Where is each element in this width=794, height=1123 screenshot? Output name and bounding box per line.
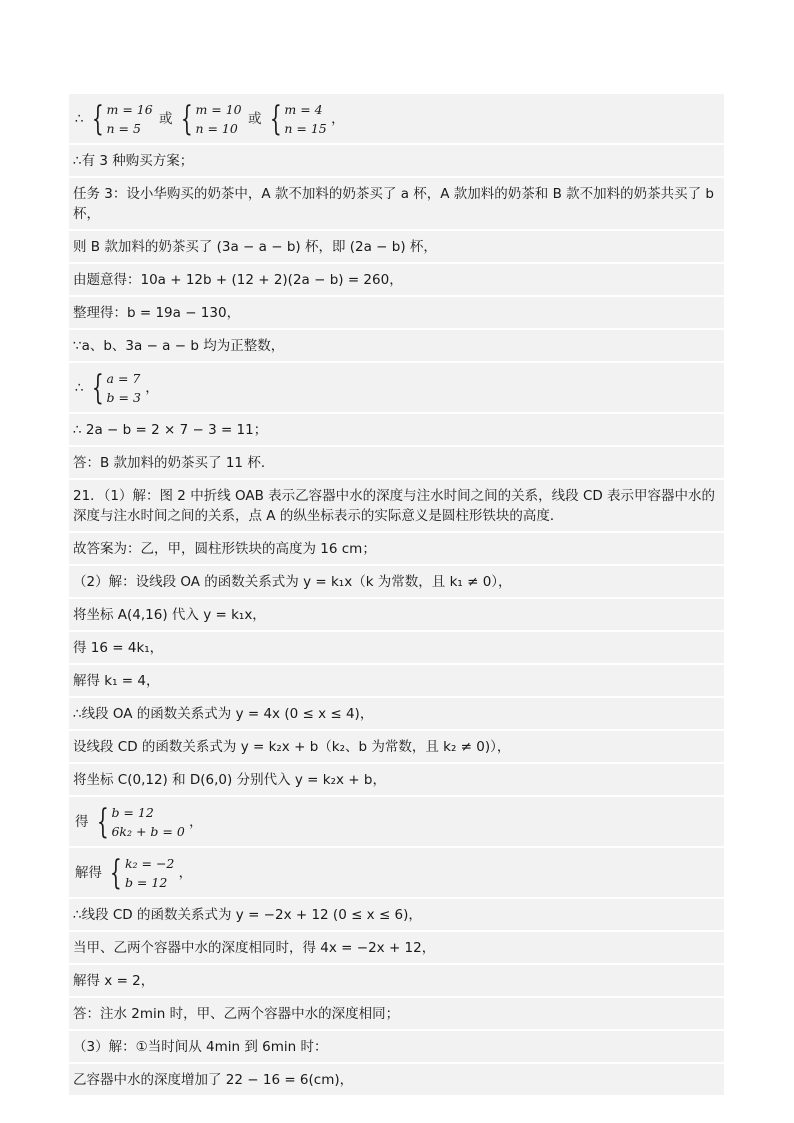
equation: n = 5 [106, 121, 141, 136]
solution-line-9: ∴ 2a − b = 2 × 7 − 3 = 11； [69, 414, 724, 447]
punctuation: ， [145, 380, 159, 396]
punctuation: ， [178, 865, 193, 881]
solution-line-1 [69, 94, 724, 145]
equation: m = 4 [284, 102, 323, 117]
equation: 6k₂ + b = 0 [111, 824, 185, 839]
equation-system [90, 369, 141, 407]
solution-line-13: （2）解：设线段 OA 的函数关系式为 y = k₁x（k 为常数，且 k₁ ≠ 0）， [69, 566, 724, 599]
solution-line-14: 将坐标 A(4,16) 代入 y = k₁x， [69, 599, 724, 632]
document-body [69, 94, 724, 1097]
therefore-symbol: ∴ [75, 111, 84, 127]
equation-system [108, 854, 174, 892]
solution-line-5: 由题意得：10a + 12b + (12 + 2)(2a − b) = 260， [69, 264, 724, 297]
therefore-symbol: ∴ [75, 380, 84, 396]
solution-line-11: 21．（1）解：图 2 中折线 OAB 表示乙容器中水的深度与注水时间之间的关系，线段 CD 表示甲容器中水的深度与注水时间之间的关系，点 A 的纵坐标表示的实际意义是圆柱形铁块的高度． [69, 480, 724, 533]
solution-line-2: ∴有 3 种购买方案； [69, 145, 724, 178]
solution-line-19: 将坐标 C(0,12) 和 D(6,0) 分别代入 y = k₂x + b， [69, 764, 724, 797]
brace-icon: { [269, 99, 282, 139]
or-connector: 或 [247, 111, 262, 127]
solution-line-18: 设线段 CD 的函数关系式为 y = k₂x + b（k₂、b 为常数，且 k₂ ≠ 0)）， [69, 731, 724, 764]
solution-line-20 [69, 797, 724, 848]
solution-line-4: 则 B 款加料的奶茶买了 (3a − a − b) 杯，即 (2a − b) 杯， [69, 231, 724, 264]
step-label: 得 [75, 814, 89, 830]
solution-line-10: 答：B 款加料的奶茶买了 11 杯． [69, 447, 724, 480]
step-label: 解得 [75, 865, 102, 881]
brace-icon: { [91, 368, 104, 408]
solution-line-3: 任务 3：设小华购买的奶茶中，A 款不加料的奶茶买了 a 杯，A 款加料的奶茶和 B 款不加料的奶茶共买了 b 杯， [69, 178, 724, 231]
solution-line-16: 解得 k₁ = 4， [69, 665, 724, 698]
equation-system [179, 100, 242, 138]
equation: b = 12 [124, 875, 168, 890]
or-connector: 或 [159, 111, 173, 127]
solution-line-17: ∴线段 OA 的函数关系式为 y = 4x (0 ≤ x ≤ 4)， [69, 698, 724, 731]
brace-icon: { [180, 99, 193, 139]
equation: m = 10 [195, 102, 242, 117]
solution-line-24: 解得 x = 2， [69, 965, 724, 998]
solution-line-25: 答：注水 2min 时，甲、乙两个容器中水的深度相同； [69, 998, 724, 1031]
punctuation: ， [189, 814, 203, 830]
solution-line-15: 得 16 = 4k₁， [69, 632, 724, 665]
solution-line-26: （3）解：①当时间从 4min 到 6min 时： [69, 1031, 724, 1064]
equation-system [90, 100, 153, 138]
equation: k₂ = −2 [124, 856, 175, 871]
solution-line-23: 当甲、乙两个容器中水的深度相同时，得 4x = −2x + 12， [69, 932, 724, 965]
equation-system [268, 100, 327, 138]
equation: b = 12 [111, 805, 154, 820]
brace-icon: { [96, 802, 109, 842]
equation-system [95, 803, 185, 841]
solution-line-27: 乙容器中水的深度增加了 22 − 16 = 6(cm)， [69, 1064, 724, 1097]
equation: m = 16 [106, 102, 153, 117]
equation: b = 3 [106, 390, 141, 405]
equation: n = 10 [195, 121, 238, 136]
solution-line-21 [69, 848, 724, 899]
solution-line-7: ∵a、b、3a − a − b 均为正整数， [69, 330, 724, 363]
punctuation: ， [331, 111, 345, 127]
solution-line-8 [69, 363, 724, 414]
brace-icon: { [91, 99, 104, 139]
solution-line-6: 整理得：b = 19a − 130， [69, 297, 724, 330]
equation: a = 7 [106, 371, 141, 386]
solution-line-12: 故答案为：乙，甲，圆柱形铁块的高度为 16 cm； [69, 533, 724, 566]
solution-line-22: ∴线段 CD 的函数关系式为 y = −2x + 12 (0 ≤ x ≤ 6)， [69, 899, 724, 932]
brace-icon: { [110, 853, 123, 893]
equation: n = 15 [284, 121, 327, 136]
